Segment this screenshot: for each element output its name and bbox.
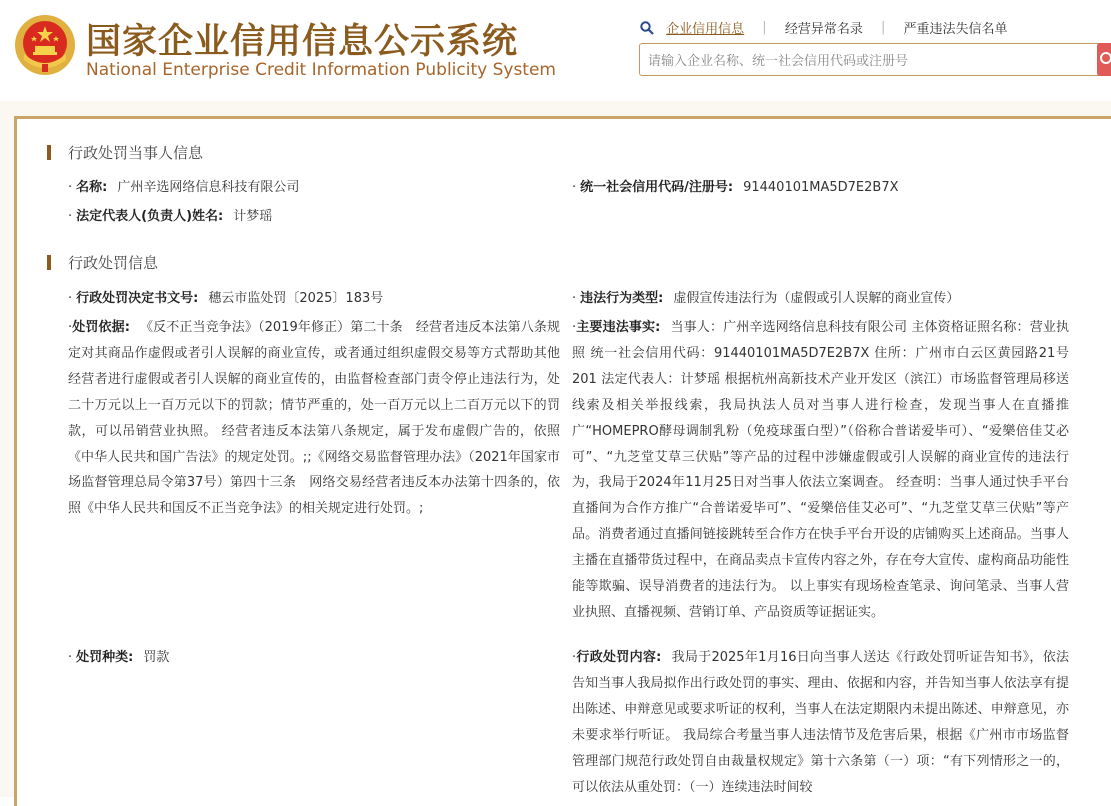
section-bar	[47, 145, 51, 160]
search-button[interactable]	[1097, 43, 1111, 76]
search-icon	[1097, 43, 1111, 76]
national-emblem-icon	[14, 14, 76, 76]
field-value: 穗云市监处罚〔2025〕183号	[208, 291, 384, 306]
site-header	[0, 0, 1111, 102]
field-penalty-content: ·行政处罚内容: 我局于2025年1月16日向当事人送达《行政处罚听证告知书》，依法告知当事人我局拟作出行政处罚的事实、理由、依据和内容，并告知当事人依法享有提出陈述、申辩意见或要求听证的权利，当事人在法定期限内未提出陈述、申辩意见，亦未要求举行听证。 我局综合考量当事人违法情节及危害后果，根据《广州市市场监督管理部门规范行政处罚自由裁量权规定》第十六条第（一）项：“有下列情形之一的，可以依法从重处罚：（一）连续违法时间较	[572, 650, 1069, 795]
site-title-cn: 国家企业信用信息公示系统	[86, 22, 519, 62]
section-title-penalty	[52, 252, 158, 273]
field-value: 虚假宣传违法行为（虚假或引人误解的商业宣传）	[673, 291, 960, 306]
site-title-en: National Enterprise Credit Information Publicity System	[86, 60, 556, 80]
field-penalty-type: · 处罚种类: 罚款	[68, 650, 170, 665]
top-nav	[640, 18, 1008, 40]
field-penalty-basis: ·处罚依据: 《反不正当竞争法》（2019年修正）第二十条 经营者违反本法第八条规定对其商品作虚假或者引人误解的商业宣传，或者通过组织虚假交易等方式帮助其他经营者进行虚假或者引人误解的商业宣传的，由监督检查部门责令停止违法行为，处二十万元以上一百万元以下的罚款；情节严重的，处一百万元以上二百万元以下的罚款，可以吊销营业执照。 经营者违反本法第八条规定，属于发布虚假广告的，依照《中华人民共和国广告法》的规定处罚。;;《网络交易监督管理办法》（2021年国家市场监督管理总局令第37号）第四十三条 网络交易经营者违反本办法第十四条的，依照《中华人民共和国反不正当竞争法》的相关规定进行处罚。;	[68, 320, 560, 517]
field-label: 行政处罚决定书文号:	[76, 291, 199, 306]
search-input[interactable]	[646, 51, 1090, 71]
field-violation-type: · 违法行为类型: 虚假宣传违法行为（虚假或引人误解的商业宣传）	[572, 291, 960, 306]
field-value: 91440101MA5D7E2B7X	[743, 180, 899, 195]
section-bar	[47, 255, 51, 270]
field-label: 主要违法事实:	[576, 320, 661, 335]
field-label: 处罚依据:	[72, 320, 130, 335]
field-value: 广州辛选网络信息科技有限公司	[117, 180, 300, 195]
field-legal-rep: · 法定代表人(负责人)姓名: 计梦瑶	[68, 209, 273, 224]
nav-separator: |	[762, 20, 767, 35]
field-label: 行政处罚内容:	[576, 650, 662, 665]
field-label: 违法行为类型:	[580, 291, 664, 306]
field-label: 处罚种类:	[76, 650, 134, 665]
nav-link-enterprise-credit[interactable]: 企业信用信息	[666, 22, 745, 37]
nav-separator: |	[880, 20, 886, 35]
field-label: 名称:	[76, 180, 108, 195]
field-name: · 名称: 广州辛选网络信息科技有限公司	[68, 180, 300, 195]
search-icon	[640, 21, 654, 35]
section-title-party	[52, 142, 203, 163]
section-title-text: 行政处罚信息	[68, 254, 159, 272]
field-value: 罚款	[143, 650, 170, 665]
field-value: 当事人：广州辛选网络信息科技有限公司 主体资格证照名称：营业执照 统一社会信用代码：91440101MA5D7E2B7X 住所：广州市白云区黄园路21号201 法定代表人：计梦瑶 根据杭州高新技术产业开发区（滨江）市场监督管理局移送线索及相关举报线索，我局执法人员对当事人进行检查，发现当事人在直播推广“HOMEPRO酵母调制乳粉（免疫球蛋白型）”（俗称合普诺爱毕可）、“爱樂倍佳艾必可”、“九芝堂艾草三伏贴”等产品的过程中涉嫌虚假或引人误解的商业宣传的违法行为，我局于2024年11月25日对当事人依法立案调查。 经查明：当事人通过快手平台直播间为合作方推广“合普诺爱毕可”、“爱樂倍佳艾必可”、“九芝堂艾草三伏贴”等产品。消费者通过直播间链接跳转至合作方在快手平台开设的店铺购买上述商品。当事人主播在直播带货过程中，在商品卖点卡宣传内容之外，存在夸大宣传、虚构商品功能性能等欺骗、误导消费者的违法行为。 以上事实有现场检查笔录、询问笔录、当事人营业执照、直播视频、营销订单、产品资质等证据证实。	[572, 320, 1069, 620]
field-main-facts: ·主要违法事实: 当事人：广州辛选网络信息科技有限公司 主体资格证照名称：营业执照 统一社会信用代码：91440101MA5D7E2B7X 住所：广州市白云区黄园路21号201 法定代表人：计梦瑶 根据杭州高新技术产业开发区（滨江）市场监督管理局移送线索及相关举报线索，我局执法人员对当事人进行检查，发现当事人在直播推广“HOMEPRO酵母调制乳粉（免疫球蛋白型）”（俗称合普诺爱毕可）、“爱樂倍佳艾必可”、“九芝堂艾草三伏贴”等产品的过程中涉嫌虚假或引人误解的商业宣传的违法行为，我局于2024年11月25日对当事人依法立案调查。 经查明：当事人通过快手平台直播间为合作方推广“合普诺爱毕可”、“爱樂倍佳艾必可”、“九芝堂艾草三伏贴”等产品。消费者通过直播间链接跳转至合作方在快手平台开设的店铺购买上述商品。当事人主播在直播带货过程中，在商品卖点卡宣传内容之外，存在夸大宣传、虚构商品功能性能等欺骗、误导消费者的违法行为。 以上事实有现场检查笔录、询问笔录、当事人营业执照、直播视频、营销订单、产品资质等证据证实。	[572, 320, 1069, 620]
field-value: 《反不正当竞争法》（2019年修正）第二十条 经营者违反本法第八条规定对其商品作虚假或者引人误解的商业宣传，或者通过组织虚假交易等方式帮助其他经营者进行虚假或者引人误解的商业宣传的，由监督检查部门责令停止违法行为，处二十万元以上一百万元以下的罚款；情节严重的，处一百万元以上二百万元以下的罚款，可以吊销营业执照。 经营者违反本法第八条规定，属于发布虚假广告的，依照《中华人民共和国广告法》的规定处罚。;;《网络交易监督管理办法》（2021年国家市场监督管理总局令第37号）第四十三条 网络交易经营者违反本办法第十四条的，依照《中华人民共和国反不正当竞争法》的相关规定进行处罚。;	[68, 320, 560, 517]
field-label: 统一社会信用代码/注册号:	[580, 180, 734, 195]
section-title-text: 行政处罚当事人信息	[68, 144, 204, 162]
field-doc-number: · 行政处罚决定书文号: 穗云市监处罚〔2025〕183号	[68, 291, 384, 306]
search-box	[639, 43, 1109, 76]
field-value: 我局于2025年1月16日向当事人送达《行政处罚听证告知书》，依法告知当事人我局拟作出行政处罚的事实、理由、依据和内容，并告知当事人依法享有提出陈述、申辩意见或要求听证的权利，当事人在法定期限内未提出陈述、申辩意见，亦未要求举行听证。 我局综合考量当事人违法情节及危害后果，根据《广州市市场监督管理部门规范行政处罚自由裁量权规定》第十六条第（一）项：“有下列情形之一的，可以依法从重处罚：（一）连续违法时间较	[572, 650, 1069, 795]
field-credit-code: · 统一社会信用代码/注册号: 91440101MA5D7E2B7X	[572, 180, 899, 195]
field-value: 计梦瑶	[233, 209, 273, 224]
nav-link-serious-violations[interactable]: 严重违法失信名单	[903, 22, 1008, 37]
field-label: 法定代表人(负责人)姓名:	[76, 209, 224, 224]
nav-link-abnormal-operations[interactable]: 经营异常名录	[784, 22, 863, 37]
